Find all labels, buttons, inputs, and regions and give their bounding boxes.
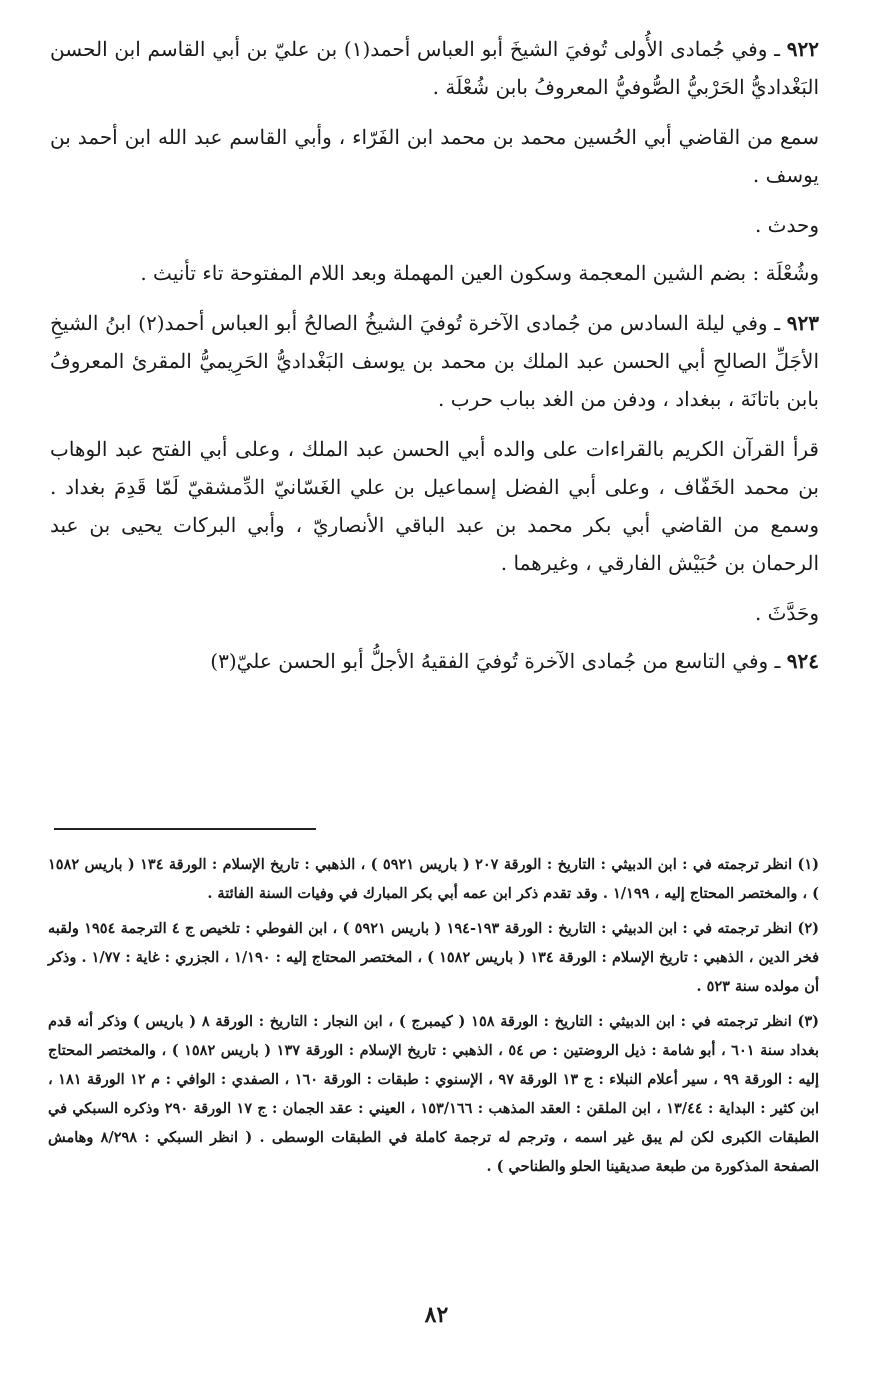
footnote-1: (١) انظر ترجمته في : ابن الدبيثي : التاريخ : الورقة ٢٠٧ ( باريس ٥٩٢١ ) ، الذهبي : تاريخ الإسلام : الورقة ١٣٤ ( باريس ١٥٨٢ ) ، والمختصر المحتاج إليه ، ١/١٩٩ . وقد تقدم ذكر ابن عمه أبي بكر المبارك في وفيات السنة الفائتة . [48,856,820,902]
footnote-3: (٣) انظر ترجمته في : ابن الدبيثي : التاريخ : الورقة ١٥٨ ( كيمبرج ) ، ابن النجار : التاريخ : الورقة ٨ ( باريس ) وذكر أنه قدم بغداد سنة ٦٠١ ، أبو شامة : ذيل الروضتين : ص ٥٤ ، الذهبي : تاريخ الإسلام : الورقة ١٣٧ ( باريس ١٥٨٢ ) ، والمختصر المحتاج إليه : الورقة ٩٩ ، سير أعلام النبلاء : ج ١٣ الورقة ٩٧ ، الإسنوي : طبقات : الورقة ١٦٠ ، الصفدي : الوافي : م ١٢ الورقة ١٨١ ، ابن كثير : البداية : ١٣/٤٤ ، ابن الملقن : العقد المذهب : ١٥٣/١٦٦ ، العيني : عقد الجمان : ج ١٧ الورقة ٢٩٠ وذكره السبكي في الطبقات الكبرى لكن لم يبق غير اسمه ، وترجم له ترجمة كاملة في الطبقات الوسطى . ( انظر السبكي : ٨/٢٩٨ وهامش الصفحة المذكورة من طبعة صديقينا الحلو والطناحي ) . [48,1013,820,1175]
entry-text: ـ وفي جُمادى الأُولى تُوفيَ الشيخَ أبو العباس أحمد(١) بن عليّ بن أبي القاسم ابن الحسن البَغْداديُّ الحَرْبيُّ الصُّوفيُّ المعروفُ بابن شُعْلَة . [50,37,819,99]
entry-922-heading [50,30,819,106]
entry-922-paragraph: وشُعْلَة : بضم الشين المعجمة وسكون العين المهملة وبعد اللام المفتوحة تاء تأنيث . [140,261,819,285]
footnotes [48,850,819,1187]
page-number: ٨٢ [424,1302,449,1328]
footnote-2: (٢) انظر ترجمته في : ابن الدبيثي : التاريخ : الورقة ١٩٣-١٩٤ ( باريس ٥٩٢١ ) ، ابن الفوطي : تلخيص ج ٤ الترجمة ١٩٥٤ ولقبه فخر الدين ، الذهبي : تاريخ الإسلام : الورقة ١٣٤ ( باريس ١٥٨٢ ) ، المختصر المحتاج إليه : ١/١٩٠ ، الجزري : غاية : ١/٧٧ . وذكر أن مولده سنة ٥٢٣ . [48,920,820,995]
footnote-separator [54,828,316,830]
entry-number: ٩٢٤ [786,649,819,673]
entry-923-paragraph: وحَدَّثَ . [754,601,819,625]
entry-number: ٩٢٢ [786,37,820,61]
entry-text: ـ وفي التاسع من جُمادى الآخرة تُوفيَ الفقيهُ الأجلُّ أبو الحسن عليّ(٣) [210,649,781,673]
entry-922-paragraph: سمع من القاضي أبي الحُسين محمد بن محمد ابن الفَرّاء ، وأبي القاسم عبد الله ابن أحمد بن يوسف . [50,125,819,187]
entry-923-paragraph: قرأ القرآن الكريم بالقراءات على والده أبي الحسن عبد الملك ، وعلى أبي الفتح عبد الوهاب بن محمد الخَفّاف ، وعلى أبي الفضل إسماعيل بن علي الغَسّانيّ الدِّمشقيّ لَمّا قَدِمَ بغداد . وسمع من القاضي أبي بكر محمد بن عبد الباقي الأنصاريّ ، وأبي البركات يحيى بن عبد الرحمان بن حُبَيْش الفارقي ، وغيرهما . [50,437,819,575]
entry-924-heading [50,642,819,680]
page-body [50,30,819,692]
entry-922-paragraph: وحدث . [754,213,819,237]
entry-number: ٩٢٣ [786,311,819,335]
entry-text: ـ وفي ليلة السادس من جُمادى الآخرة تُوفيَ الشيخُ الصالحُ أبو العباس أحمد(٢) ابنُ الشيخِ الأجَلِّ الصالحِ أبي الحسن عبد الملك بن محمد بن يوسف البَغْداديُّ الحَرِيميُّ المقرئ المعروفُ بابن باتانَة ، ببغداد ، ودفن من الغد بباب حرب . [50,311,820,411]
entry-923-heading [50,304,819,418]
main-text [50,30,819,680]
